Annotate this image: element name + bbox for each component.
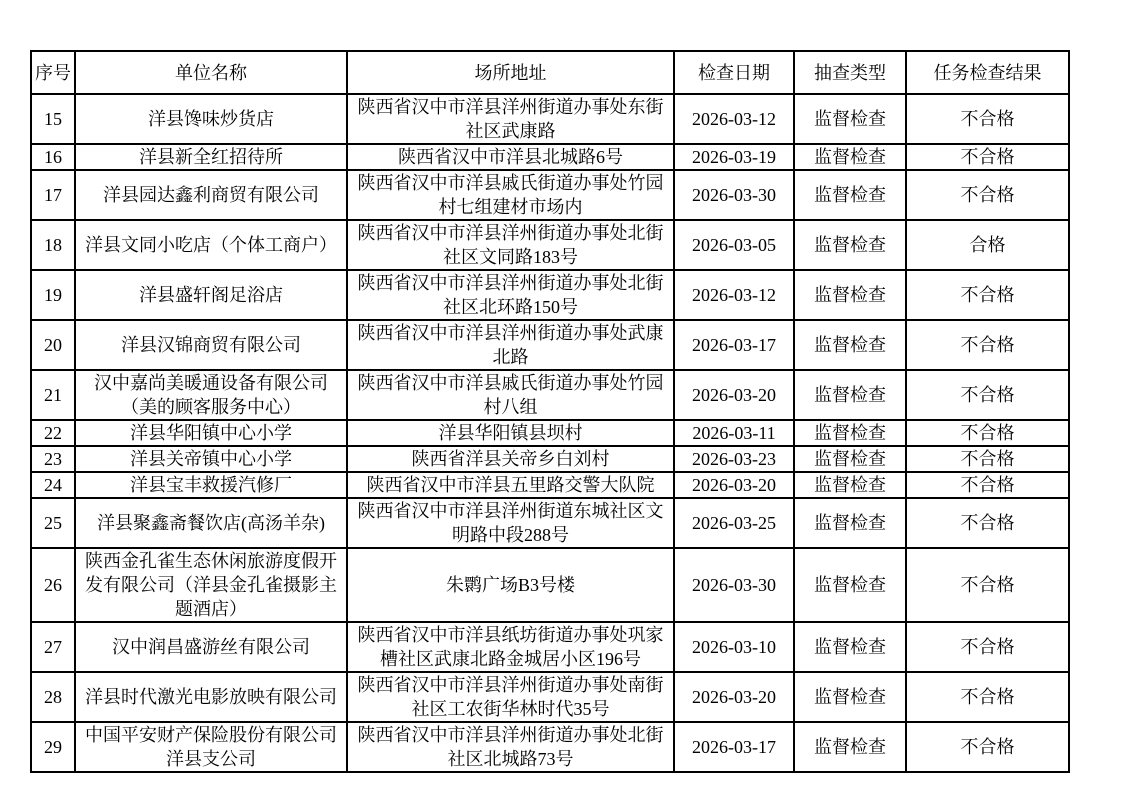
cell-date: 2026-03-12 bbox=[674, 270, 794, 320]
cell-name: 洋县新全红招待所 bbox=[75, 144, 347, 170]
cell-date: 2026-03-19 bbox=[674, 144, 794, 170]
table-row bbox=[31, 622, 1069, 672]
column-header-no: 序号 bbox=[31, 51, 75, 94]
cell-type: 监督检查 bbox=[794, 144, 906, 170]
cell-no: 22 bbox=[31, 420, 75, 446]
cell-result: 不合格 bbox=[906, 622, 1069, 672]
cell-type: 监督检查 bbox=[794, 420, 906, 446]
cell-no: 29 bbox=[31, 722, 75, 772]
cell-addr: 陕西省汉中市洋县戚氏街道办事处竹园村七组建材市场内 bbox=[347, 170, 674, 220]
cell-result: 不合格 bbox=[906, 170, 1069, 220]
table-header bbox=[31, 51, 1069, 94]
cell-no: 21 bbox=[31, 370, 75, 420]
cell-date: 2026-03-11 bbox=[674, 420, 794, 446]
column-header-result: 任务检查结果 bbox=[906, 51, 1069, 94]
cell-name: 汉中润昌盛游丝有限公司 bbox=[75, 622, 347, 672]
cell-type: 监督检查 bbox=[794, 94, 906, 144]
cell-date: 2026-03-20 bbox=[674, 472, 794, 498]
cell-no: 24 bbox=[31, 472, 75, 498]
table-row bbox=[31, 270, 1069, 320]
column-header-type: 抽查类型 bbox=[794, 51, 906, 94]
table-row bbox=[31, 94, 1069, 144]
cell-type: 监督检查 bbox=[794, 220, 906, 270]
cell-addr: 陕西省洋县关帝乡白刘村 bbox=[347, 446, 674, 472]
cell-no: 20 bbox=[31, 320, 75, 370]
column-header-addr: 场所地址 bbox=[347, 51, 674, 94]
cell-type: 监督检查 bbox=[794, 672, 906, 722]
table-row bbox=[31, 220, 1069, 270]
table-row bbox=[31, 370, 1069, 420]
cell-name: 中国平安财产保险股份有限公司洋县支公司 bbox=[75, 722, 347, 772]
cell-result: 合格 bbox=[906, 220, 1069, 270]
cell-date: 2026-03-30 bbox=[674, 170, 794, 220]
cell-type: 监督检查 bbox=[794, 472, 906, 498]
table-row bbox=[31, 170, 1069, 220]
table-body bbox=[31, 94, 1069, 772]
table-row bbox=[31, 144, 1069, 170]
cell-result: 不合格 bbox=[906, 548, 1069, 622]
table-row bbox=[31, 472, 1069, 498]
cell-no: 15 bbox=[31, 94, 75, 144]
table-row bbox=[31, 420, 1069, 446]
cell-no: 23 bbox=[31, 446, 75, 472]
table-row bbox=[31, 446, 1069, 472]
cell-name: 洋县汉锦商贸有限公司 bbox=[75, 320, 347, 370]
cell-result: 不合格 bbox=[906, 370, 1069, 420]
cell-type: 监督检查 bbox=[794, 548, 906, 622]
cell-addr: 陕西省汉中市洋县洋州街道办事处北街社区北城路73号 bbox=[347, 722, 674, 772]
cell-date: 2026-03-20 bbox=[674, 370, 794, 420]
cell-name: 汉中嘉尚美暖通设备有限公司（美的顾客服务中心） bbox=[75, 370, 347, 420]
cell-date: 2026-03-05 bbox=[674, 220, 794, 270]
cell-no: 25 bbox=[31, 498, 75, 548]
cell-name: 洋县关帝镇中心小学 bbox=[75, 446, 347, 472]
table-row bbox=[31, 672, 1069, 722]
cell-name: 洋县华阳镇中心小学 bbox=[75, 420, 347, 446]
cell-result: 不合格 bbox=[906, 472, 1069, 498]
cell-date: 2026-03-17 bbox=[674, 722, 794, 772]
cell-no: 27 bbox=[31, 622, 75, 672]
cell-type: 监督检查 bbox=[794, 170, 906, 220]
cell-date: 2026-03-20 bbox=[674, 672, 794, 722]
cell-date: 2026-03-30 bbox=[674, 548, 794, 622]
cell-name: 洋县聚鑫斋餐饮店(高汤羊杂) bbox=[75, 498, 347, 548]
cell-result: 不合格 bbox=[906, 270, 1069, 320]
cell-result: 不合格 bbox=[906, 144, 1069, 170]
column-header-date: 检查日期 bbox=[674, 51, 794, 94]
cell-name: 洋县盛轩阁足浴店 bbox=[75, 270, 347, 320]
cell-result: 不合格 bbox=[906, 722, 1069, 772]
cell-addr: 陕西省汉中市洋县北城路6号 bbox=[347, 144, 674, 170]
table-row bbox=[31, 722, 1069, 772]
cell-no: 17 bbox=[31, 170, 75, 220]
cell-type: 监督检查 bbox=[794, 498, 906, 548]
cell-addr: 陕西省汉中市洋县洋州街道办事处北街社区文同路183号 bbox=[347, 220, 674, 270]
cell-date: 2026-03-12 bbox=[674, 94, 794, 144]
cell-addr: 朱鹮广场B3号楼 bbox=[347, 548, 674, 622]
cell-name: 洋县园达鑫利商贸有限公司 bbox=[75, 170, 347, 220]
cell-result: 不合格 bbox=[906, 672, 1069, 722]
cell-result: 不合格 bbox=[906, 498, 1069, 548]
cell-date: 2026-03-17 bbox=[674, 320, 794, 370]
cell-addr: 陕西省汉中市洋县洋州街道办事处北街社区北环路150号 bbox=[347, 270, 674, 320]
cell-type: 监督检查 bbox=[794, 446, 906, 472]
cell-addr: 陕西省汉中市洋县洋州街道办事处东街社区武康路 bbox=[347, 94, 674, 144]
cell-name: 洋县宝丰救援汽修厂 bbox=[75, 472, 347, 498]
cell-date: 2026-03-23 bbox=[674, 446, 794, 472]
cell-type: 监督检查 bbox=[794, 722, 906, 772]
cell-result: 不合格 bbox=[906, 446, 1069, 472]
cell-result: 不合格 bbox=[906, 94, 1069, 144]
table-row bbox=[31, 320, 1069, 370]
cell-name: 洋县文同小吃店（个体工商户） bbox=[75, 220, 347, 270]
cell-addr: 陕西省汉中市洋县洋州街道办事处武康北路 bbox=[347, 320, 674, 370]
cell-addr: 陕西省汉中市洋县五里路交警大队院 bbox=[347, 472, 674, 498]
cell-no: 18 bbox=[31, 220, 75, 270]
cell-result: 不合格 bbox=[906, 420, 1069, 446]
cell-type: 监督检查 bbox=[794, 320, 906, 370]
cell-result: 不合格 bbox=[906, 320, 1069, 370]
cell-name: 洋县时代激光电影放映有限公司 bbox=[75, 672, 347, 722]
cell-addr: 陕西省汉中市洋县纸坊街道办事处巩家槽社区武康北路金城居小区196号 bbox=[347, 622, 674, 672]
column-header-name: 单位名称 bbox=[75, 51, 347, 94]
cell-no: 28 bbox=[31, 672, 75, 722]
cell-no: 26 bbox=[31, 548, 75, 622]
cell-addr: 陕西省汉中市洋县戚氏街道办事处竹园村八组 bbox=[347, 370, 674, 420]
cell-addr: 洋县华阳镇县坝村 bbox=[347, 420, 674, 446]
cell-date: 2026-03-10 bbox=[674, 622, 794, 672]
cell-name: 陕西金孔雀生态休闲旅游度假开发有限公司（洋县金孔雀摄影主题酒店） bbox=[75, 548, 347, 622]
cell-type: 监督检查 bbox=[794, 270, 906, 320]
table-row bbox=[31, 498, 1069, 548]
cell-name: 洋县馋味炒货店 bbox=[75, 94, 347, 144]
cell-no: 16 bbox=[31, 144, 75, 170]
cell-addr: 陕西省汉中市洋县洋州街道办事处南街社区工农街华林时代35号 bbox=[347, 672, 674, 722]
cell-date: 2026-03-25 bbox=[674, 498, 794, 548]
inspection-table bbox=[30, 50, 1070, 773]
cell-no: 19 bbox=[31, 270, 75, 320]
cell-type: 监督检查 bbox=[794, 370, 906, 420]
cell-addr: 陕西省汉中市洋县洋州街道东城社区文明路中段288号 bbox=[347, 498, 674, 548]
header-row bbox=[31, 51, 1069, 94]
cell-type: 监督检查 bbox=[794, 622, 906, 672]
table-row bbox=[31, 548, 1069, 622]
